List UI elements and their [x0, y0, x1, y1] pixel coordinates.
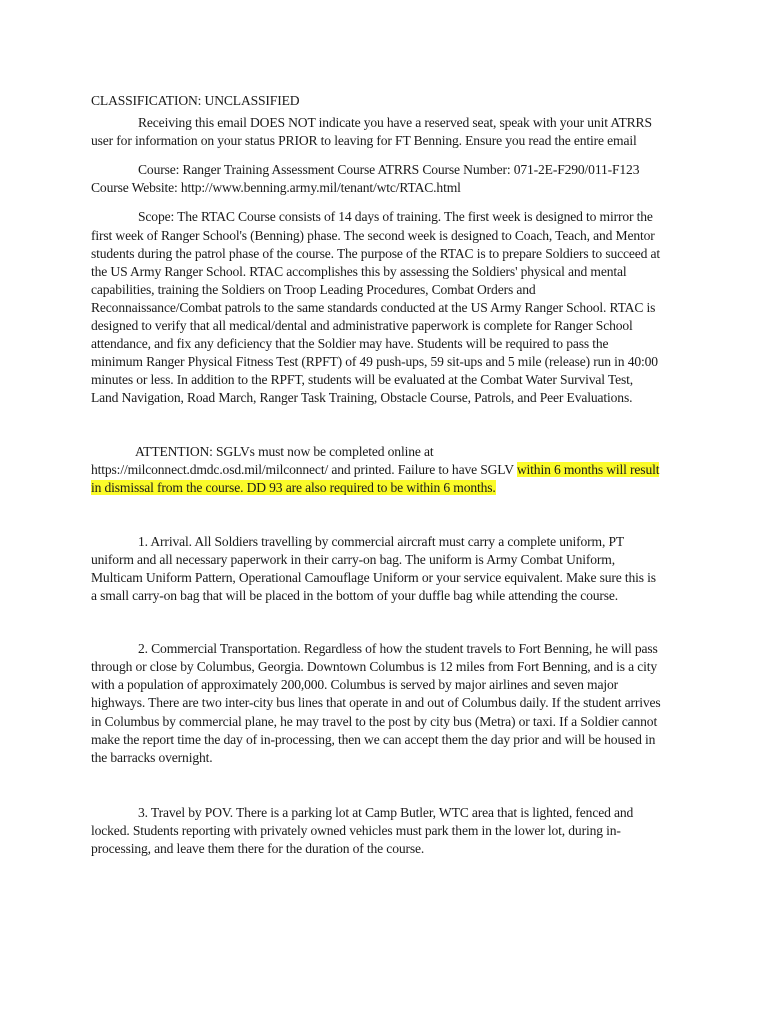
attention-highlighted-text: within 6 months will result in dismissal from the course. DD 93 are also required to be within 6 months.: [91, 461, 660, 495]
document-page: [91, 92, 661, 858]
scope-paragraph: Scope: The RTAC Course consists of 14 days of training. The first week is designed to mirror the first week of Ranger School's (Benning) phase. The second week is designed to Coach, Teach, and Mentor students during the patrol phase of the course. The purpose of the RTAC is to prepare Soldiers to succeed at the US Army Ranger School. RTAC accomplishes this by assessing the Soldiers' physical and mental capabilities, training the Soldiers on Troop Leading Procedures, Combat Orders and Reconnaissance/Combat patrols to the same standards conducted at the US Army Ranger School. RTAC is designed to verify that all medical/dental and administrative paperwork is complete for Ranger School attendance, and fix any deficiency that the Soldier may have. Students will be required to pass the minimum Ranger Physical Fitness Test (RPFT) of 49 push-ups, 59 sit-ups and 5 mile (release) run in 40:00 minutes or less. In addition to the RPFT, students will be evaluated at the Combat Water Survival Test, Land Navigation, Road March, Ranger Task Training, Obstacle Course, Patrols, and Peer Evaluations.: [91, 209, 661, 406]
commercial-transportation-paragraph: 2. Commercial Transportation. Regardless of how the student travels to Fort Benning, he will pass through or close by Columbus, Georgia. Downtown Columbus is 12 miles from Fort Benning, and is a city with a population of approximately 200,000. Columbus is served by major airlines and seven major highways. There are two inter-city bus lines that operate in and out of Columbus daily. If the student arrives in Columbus by commercial plane, he may travel to the post by city bus (Metra) or taxi. If a Soldier cannot make the report time the day of in-processing, then we can accept them the day prior and will be housed in the barracks overnight.: [91, 641, 661, 765]
attention-paragraph: [91, 443, 661, 497]
travel-by-pov-paragraph: 3. Travel by POV. There is a parking lot at Camp Butler, WTC area that is lighted, fenced and locked. Students reporting with privately owned vehicles must park them in the lower lot, during in-processing, and leave them there for the duration of the course.: [91, 804, 634, 856]
attention-text: ATTENTION: SGLVs must now be completed online at https://milconnect.dmdc.osd.mil/milconnect/ and printed. Failure to have SGLV: [91, 443, 517, 477]
course-info-block: [91, 161, 661, 197]
classification-line: CLASSIFICATION: UNCLASSIFIED: [91, 93, 300, 108]
seat-notice-paragraph: Receiving this email DOES NOT indicate you have a reserved seat, speak with your unit ATRRS user for information on your status PRIOR to leaving for FT Benning. Ensure you read the entire email: [91, 115, 652, 149]
arrival-paragraph: 1. Arrival. All Soldiers travelling by commercial aircraft must carry a complete uniform, PT uniform and all necessary paperwork in their carry-on bag. The uniform is Army Combat Uniform, Multicam Uniform Pattern, Operational Camouflage Uniform or your service equivalent. Make sure this is a small carry-on bag that will be placed in the bottom of your duffle bag while attending the course.: [91, 533, 656, 604]
course-website-line: Course Website: http://www.benning.army.mil/tenant/wtc/RTAC.html: [91, 180, 461, 196]
course-line: Course: Ranger Training Assessment Course ATRRS Course Number: 071-2E-F290/011-F123: [138, 162, 640, 178]
